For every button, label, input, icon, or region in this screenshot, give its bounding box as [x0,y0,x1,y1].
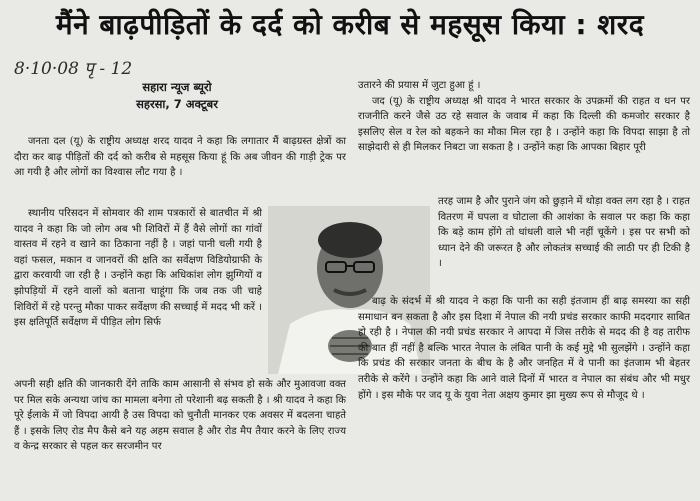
headline: मैंने बाढ़पीड़ितों के दर्द को करीब से महसूस किया : शरद [55,8,645,41]
article-paragraph: स्थानीय परिसदन में सोमवार की शाम पत्रकारों से बातचीत में श्री यादव ने कहा कि जो लोग अब भी शिविरों में हैं वैसे लोगों का गांवों वास्तव में रहने व खाने का ठिकाना नहीं है । जहां पानी चली गयी है वहां फसल, मकान व जानवरों की क्षति का सर्वेक्षण विडियोग्राफी के द्वारा करवायी जा रही है । उन्होंने कहा कि अधिकांश लोग झुग्गियों व झोपड़ियों में रहने वालों को बताना चाहूंगा कि जब तक जी चाहे शिविरों में रहे परन्तु मौका पाकर सर्वेक्षण की सच्चाई में मदद भी करें । इस क्षतिपूर्ति सर्वेक्षण में पीड़ित लोग सिर्फ [14,208,262,329]
article-column-1-top [14,134,346,181]
article-paragraph: अपनी सही क्षति की जानकारी देंगे ताकि काम आसानी से संभव हो सके और मुआवजा वक्त पर मिल सके अन्यथा जांच का मामला बनेगा तो परेशानी बढ़ सकती है । श्री यादव ने कहा कि पूरे ईलाके में जो विपदा आयी है उस विपदा को चुनौती मानकर एक अवसर में बदलना चाहते हैं । इसके लिए रोड मैप कैसे बने यह अहम सवाल है और रोड मैप तैयार करने के लिए राज्य व केन्द्र सरकार से पहल कर सरजमीन पर [14,379,346,453]
handwritten-date-note: 8·10·08 पृ - 12 [14,59,133,79]
article-paragraph: बाढ़ के संदर्भ में श्री यादव ने कहा कि पानी का सही इंतजाम हीं बाढ़ समस्या का सही समाधान बन सकता है और इस दिशा में नेपाल की नयी प्रचंड सरकार काफी मददगार साबित हो रही है । नेपाल की नयी प्रचंड सरकार ने आपदा में जिस तरीके से मदद की है वह तारीफ की बात हीं नहीं है बल्कि भारत नेपाल के लंबित पानी के कई मुद्दे भी सुलझेंगे । उन्होंने कहा कि प्रचंड की सरकार जनता के बीच के है और जनहित में वे पानी का इंतजाम भी बेहतर तरीके से करेंगे । उन्होंने कहा कि आने वाले दिनों में भारत व नेपाल का संबंध और भी मधुर होंगे । इस मौके पर जद यू के युवा नेता अक्षय कुमार झा मुख्य रूप से मौजूद थे । [358,296,690,401]
byline-agency: सहारा न्यूज ब्यूरो [142,80,212,94]
article-column-2-bottom [358,294,690,403]
article-paragraph: उतारने की प्रयास में जुटा हुआ हूं । [358,80,481,91]
article-paragraph: जनता दल (यू) के राष्ट्रीय अध्यक्ष शरद यादव ने कहा कि लगातार मैं बाढ़ग्रस्त क्षेत्रों का दौरा कर बाढ़ पीड़ितों की दर्द को करीब से महसूस किया हूं कि अब जीवन की गाड़ी ट्रेक पर आ गयी है और लोगों का विश्वास लौट गया है । [14,136,346,179]
byline-dateline: सहरसा, 7 अक्टूबर [136,97,218,111]
article-column-2-top [358,78,690,156]
article-column-1-wrap [14,206,262,331]
article-column-1-bottom [14,377,346,455]
article-paragraph: जद (यू) के राष्ट्रीय अध्यक्ष श्री यादव ने भारत सरकार के उपक्रमों की राहत व धन पर राजनीति करने जैसे उठ रहे सवाल के जवाब में कहा कि दिल्ली की कमजोर सरकार है इसलिए सेल व रेल को बहकने का मौका मिल रहा है । उन्होंने कहा कि विपदा साझा है तो साझेदारी से ही मिलकर निबटा जा सकता है । उन्होंने कहा कि आपका बिहार पूरी [358,95,690,154]
article-column-2-wrap [438,194,690,272]
article-paragraph: तरह जाम है और पुराने जंग को छुड़ाने में थोड़ा वक्त लग रहा है । राहत वितरण में घपला व घोटाला की आशंका के सवाल पर कहा कि कहा कि बड़े काम होंगे तो धांधली वाले भी नहीं चूकेंगे । इस पर सभी को ध्यान देने की जरूरत है और लोकतंत्र सच्चाई की लाठी पर ही टिकी है । [438,196,690,270]
byline [102,79,252,113]
